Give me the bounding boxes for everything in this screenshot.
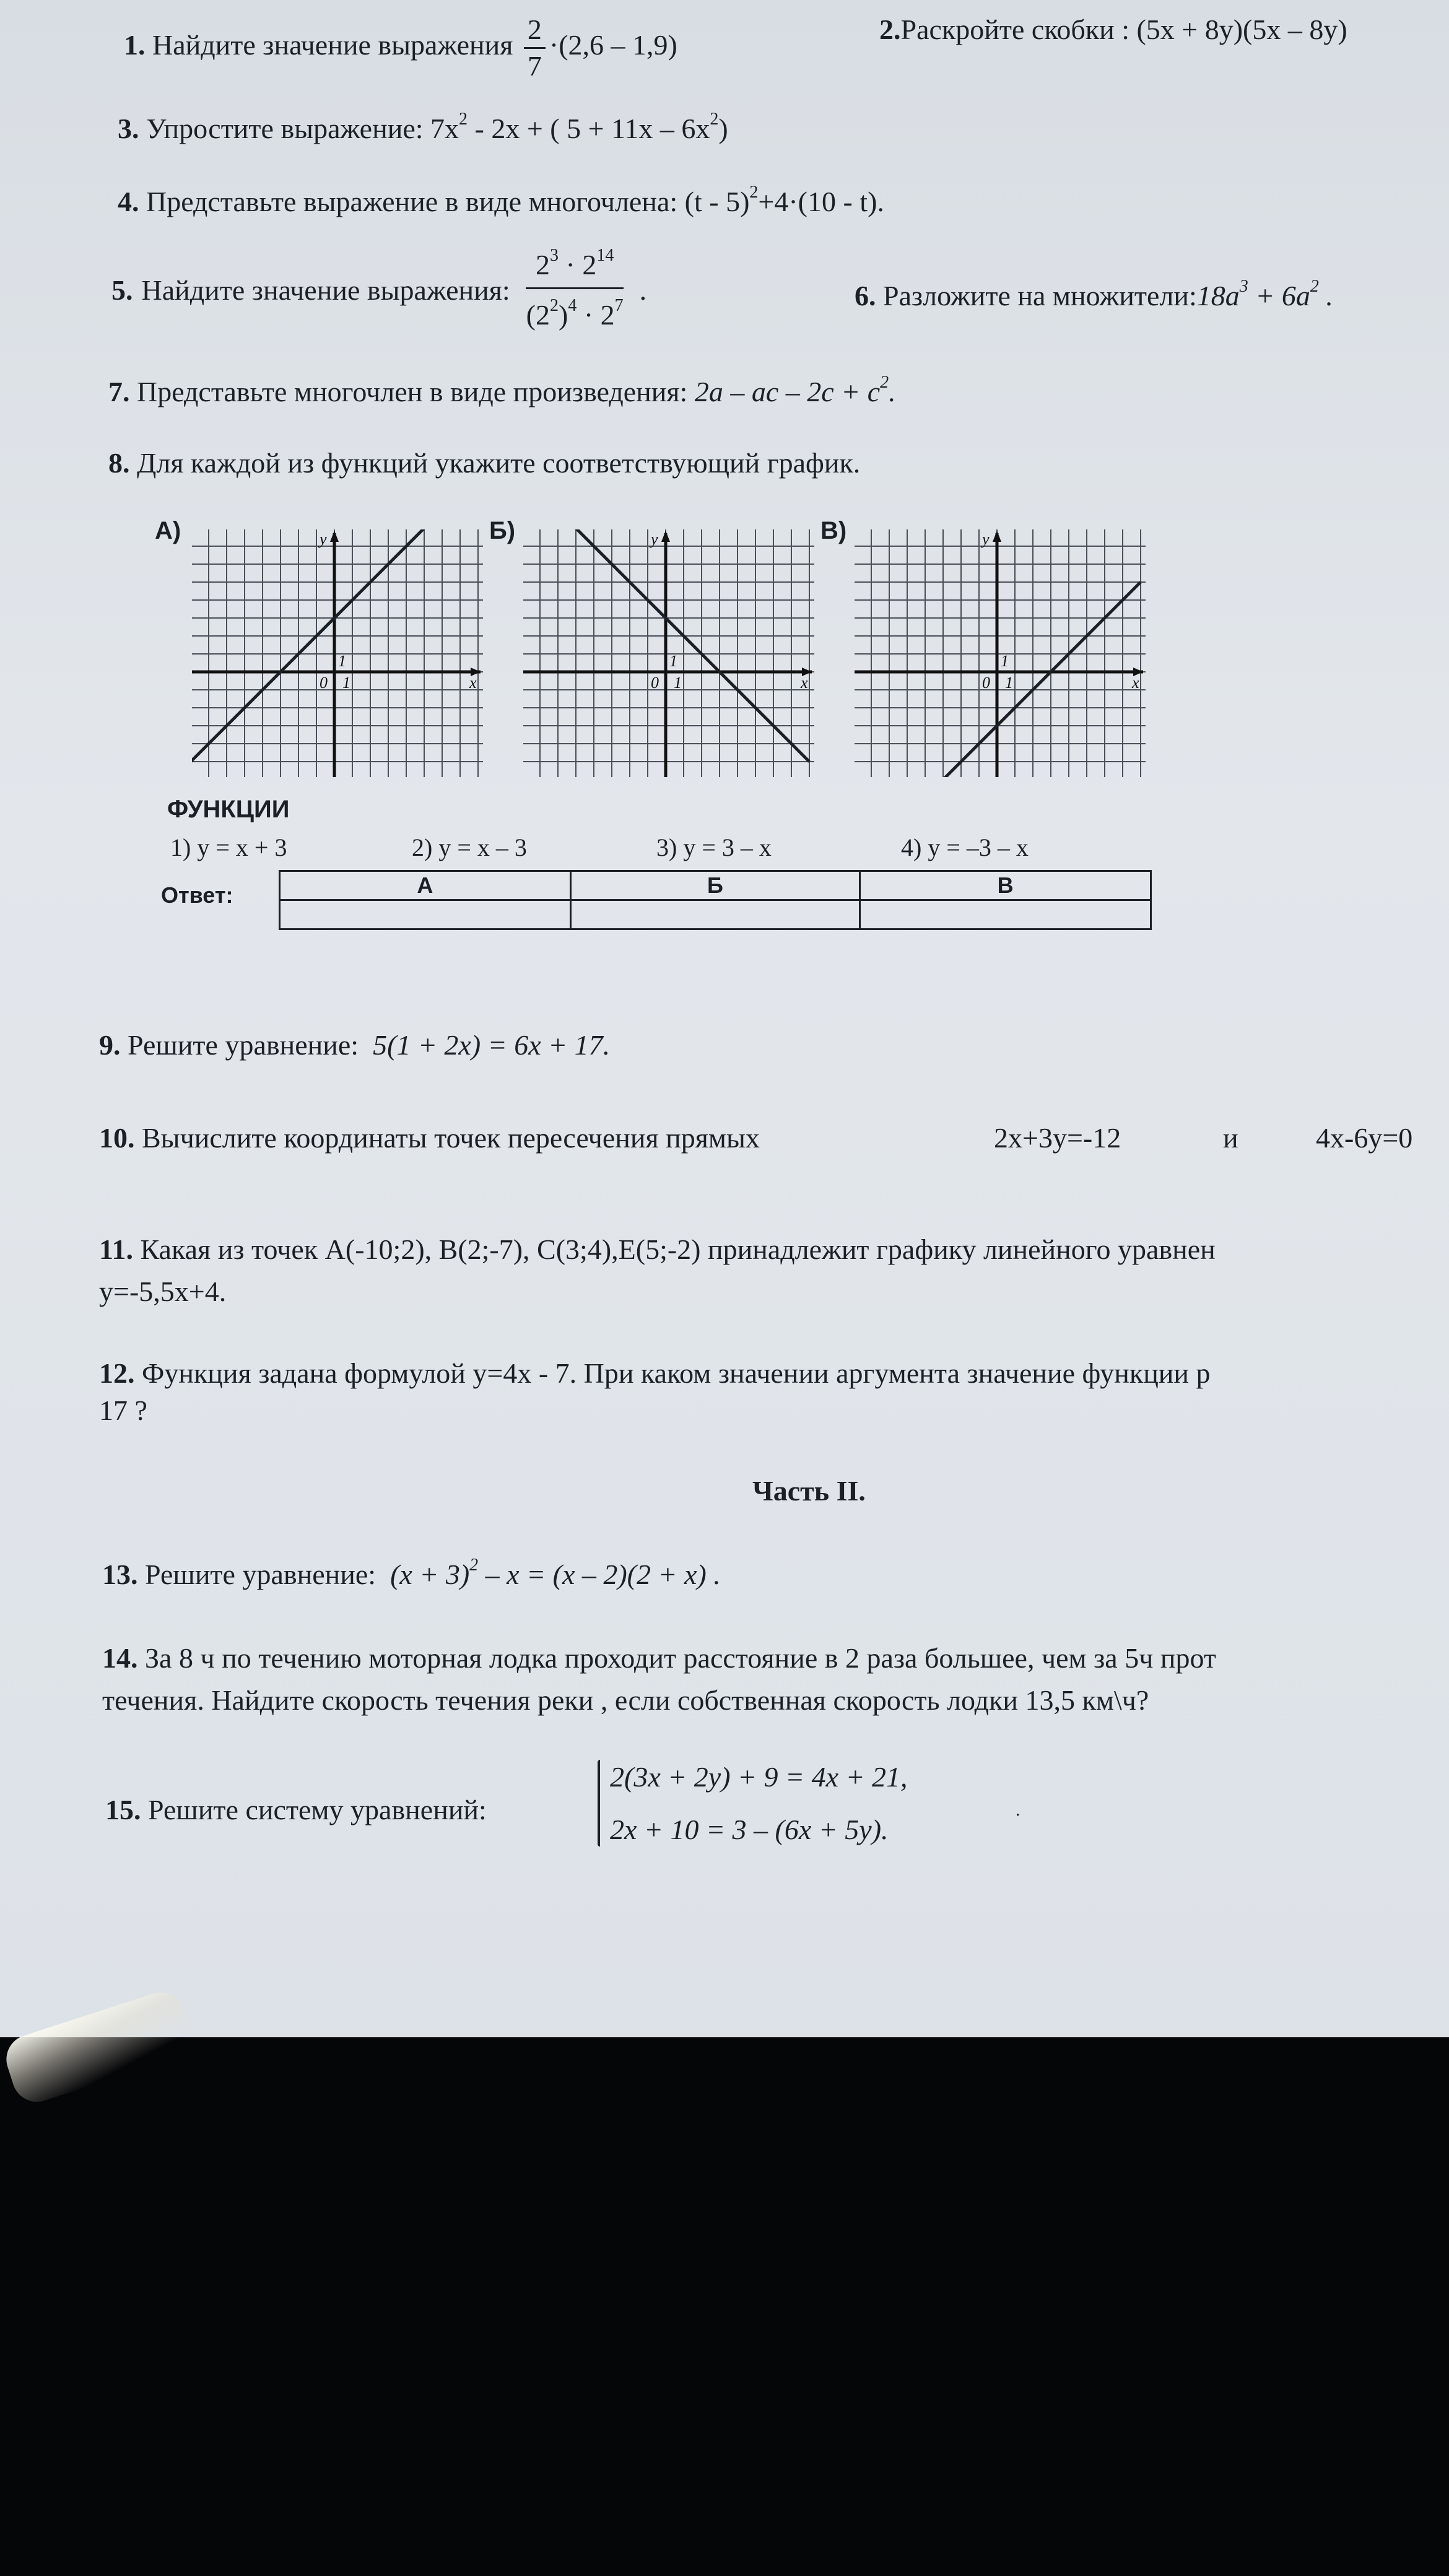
task-text: За 8 ч по течению моторная лодка проходит расстояние в 2 раза большее, чем за 5ч прот bbox=[145, 1642, 1216, 1674]
denominator: $(2^2)^4 \cdot 2^7$ bbox=[526, 296, 624, 331]
graph-svg bbox=[192, 529, 483, 777]
task-12 bbox=[99, 1356, 1211, 1391]
task-number: 15. bbox=[105, 1794, 141, 1825]
numerator: $2^3 \cdot 2^{14}$ bbox=[526, 248, 624, 289]
task-text: Решите уравнение: bbox=[128, 1029, 359, 1061]
task-11 bbox=[99, 1232, 1216, 1267]
period: . bbox=[1016, 1799, 1020, 1820]
task-number: 7. bbox=[108, 376, 130, 407]
task-number: 12. bbox=[99, 1357, 135, 1389]
expression: $18a^3 + 6a^2$ . bbox=[1196, 277, 1333, 311]
task-number: 8. bbox=[108, 447, 130, 479]
task-text: Представьте выражение в виде многочлена: bbox=[146, 186, 678, 217]
graph-svg bbox=[855, 529, 1146, 777]
equation: $(x + 3)^2 - x = (x - 2)(2 + x)$ . bbox=[390, 1556, 721, 1590]
task-3 bbox=[118, 111, 728, 146]
task-text: Раскройте скобки : (5x + 8y)(5x – 8y) bbox=[900, 14, 1347, 45]
task-8 bbox=[108, 446, 860, 481]
graph-label-a: А) bbox=[155, 517, 181, 544]
x-axis-label: x bbox=[1132, 674, 1139, 692]
task-7 bbox=[108, 375, 896, 409]
task-text: Найдите значение выражения: bbox=[141, 274, 510, 306]
task-number: 6. bbox=[855, 280, 876, 311]
fraction bbox=[524, 12, 546, 84]
table-header-row bbox=[280, 871, 1151, 900]
function-3: 3) y = 3 – x bbox=[656, 833, 772, 861]
y-axis-label: y bbox=[320, 530, 327, 548]
expression: $7x^2 - 2x$ + ( $5 + 11x - 6x^2$) bbox=[430, 110, 728, 144]
system-equation-2: 2x + 10 = 3 – (6x + 5y). bbox=[610, 1814, 889, 1845]
task-14-line-2: течения. Найдите скорость течения реки , если собственная скорость лодки 13,5 км\ч? bbox=[102, 1684, 1149, 1716]
functions-heading: ФУНКЦИИ bbox=[167, 796, 290, 823]
task-text: Найдите значение выражения bbox=[152, 29, 513, 61]
unit-y-label: 1 bbox=[669, 652, 677, 670]
section-title: Часть II. bbox=[752, 1475, 866, 1507]
graph-svg bbox=[523, 529, 814, 777]
denominator: 7 bbox=[527, 50, 542, 82]
task-number: 13. bbox=[102, 1559, 138, 1590]
task-9 bbox=[99, 1028, 610, 1063]
task-number: 4. bbox=[118, 186, 139, 217]
table-header-a: А bbox=[280, 871, 571, 900]
task-6 bbox=[855, 279, 1333, 313]
function-4: 4) y = –3 – x bbox=[901, 833, 1029, 861]
system-brace bbox=[598, 1760, 600, 1847]
equation: 5(1 + 2x) = 6x + 17. bbox=[373, 1029, 611, 1061]
task-text: Функция задана формулой y=4x - 7. При каком значении аргумента значение функции р bbox=[142, 1357, 1211, 1389]
table-answer-row bbox=[280, 900, 1151, 929]
task-number: 10. bbox=[99, 1122, 135, 1154]
answer-table bbox=[279, 870, 1152, 930]
task-text: Решите уравнение: bbox=[145, 1559, 376, 1590]
numerator: 2 bbox=[524, 12, 546, 49]
task-text: Для каждой из функций укажите соответствующий график. bbox=[137, 447, 861, 479]
unit-y-label: 1 bbox=[338, 652, 346, 670]
equation-2: 4x-6y=0 bbox=[1316, 1122, 1413, 1154]
task-text: Вычислите координаты точек пересечения прямых bbox=[142, 1122, 760, 1154]
task-4 bbox=[118, 185, 884, 219]
task-number: 9. bbox=[99, 1029, 121, 1061]
y-arrow-icon bbox=[330, 531, 339, 542]
conjunction: и bbox=[1223, 1122, 1238, 1154]
task-number: 2. bbox=[879, 14, 901, 45]
table-header-c: В bbox=[860, 871, 1151, 900]
task-12-line-2: 17 ? bbox=[99, 1395, 147, 1426]
y-axis-label: y bbox=[982, 530, 990, 548]
task-text: Разложите на множители: bbox=[883, 280, 1197, 311]
task-14 bbox=[102, 1641, 1216, 1676]
task-15 bbox=[105, 1793, 487, 1827]
expression: ·(2,6 – 1,9) bbox=[549, 29, 677, 61]
expression: 2a – ac – $2c + c^2$. bbox=[694, 373, 896, 407]
task-11-line-2: y=-5,5x+4. bbox=[99, 1276, 227, 1307]
y-arrow-icon bbox=[993, 531, 1001, 542]
task-2 bbox=[879, 12, 1347, 47]
graph-b bbox=[523, 529, 814, 777]
answer-cell-b[interactable] bbox=[570, 900, 860, 929]
graph-label-c: В) bbox=[820, 517, 847, 544]
task-text: Упростите выражение: bbox=[146, 113, 424, 144]
answer-cell-c[interactable] bbox=[860, 900, 1151, 929]
task-number: 5. bbox=[111, 274, 133, 306]
graph-c bbox=[855, 529, 1146, 777]
task-number: 3. bbox=[118, 113, 139, 144]
y-axis-label: y bbox=[651, 530, 658, 548]
unit-y-label: 1 bbox=[1001, 652, 1009, 670]
unit-x-label: 1 bbox=[674, 674, 682, 692]
origin-label: 0 bbox=[320, 674, 328, 692]
table-header-b: Б bbox=[570, 871, 860, 900]
unit-x-label: 1 bbox=[342, 674, 350, 692]
x-axis-label: x bbox=[469, 674, 477, 692]
graph-a bbox=[192, 529, 483, 777]
task-13 bbox=[102, 1557, 721, 1592]
origin-label: 0 bbox=[982, 674, 990, 692]
expression: (t - 5)$^2$+4·(10 - t). bbox=[684, 183, 884, 217]
system-equation-1: 2(3x + 2y) + 9 = 4x + 21, bbox=[610, 1761, 908, 1793]
fraction bbox=[523, 248, 627, 333]
function-2: 2) y = x – 3 bbox=[412, 833, 527, 861]
origin-label: 0 bbox=[651, 674, 659, 692]
answer-cell-a[interactable] bbox=[280, 900, 571, 929]
task-10 bbox=[99, 1121, 760, 1155]
task-number: 14. bbox=[102, 1642, 138, 1674]
equation-1: 2x+3y=-12 bbox=[994, 1122, 1121, 1154]
graph-label-b: Б) bbox=[489, 517, 516, 544]
task-text: Какая из точек A(-10;2), B(2;-7), C(3;4),E(5;-2) принадлежит графику линейного уравнен bbox=[140, 1234, 1216, 1265]
task-5 bbox=[111, 248, 646, 333]
task-number: 1. bbox=[124, 29, 146, 61]
period: . bbox=[639, 274, 647, 306]
task-1 bbox=[124, 12, 677, 84]
function-1: 1) y = x + 3 bbox=[170, 833, 287, 861]
task-text: Решите систему уравнений: bbox=[148, 1794, 487, 1825]
task-text: Представьте многочлен в виде произведения: bbox=[137, 376, 688, 407]
task-number: 11. bbox=[99, 1234, 133, 1265]
x-axis-label: x bbox=[801, 674, 808, 692]
y-arrow-icon bbox=[661, 531, 670, 542]
unit-x-label: 1 bbox=[1005, 674, 1013, 692]
answer-label: Ответ: bbox=[161, 882, 233, 908]
